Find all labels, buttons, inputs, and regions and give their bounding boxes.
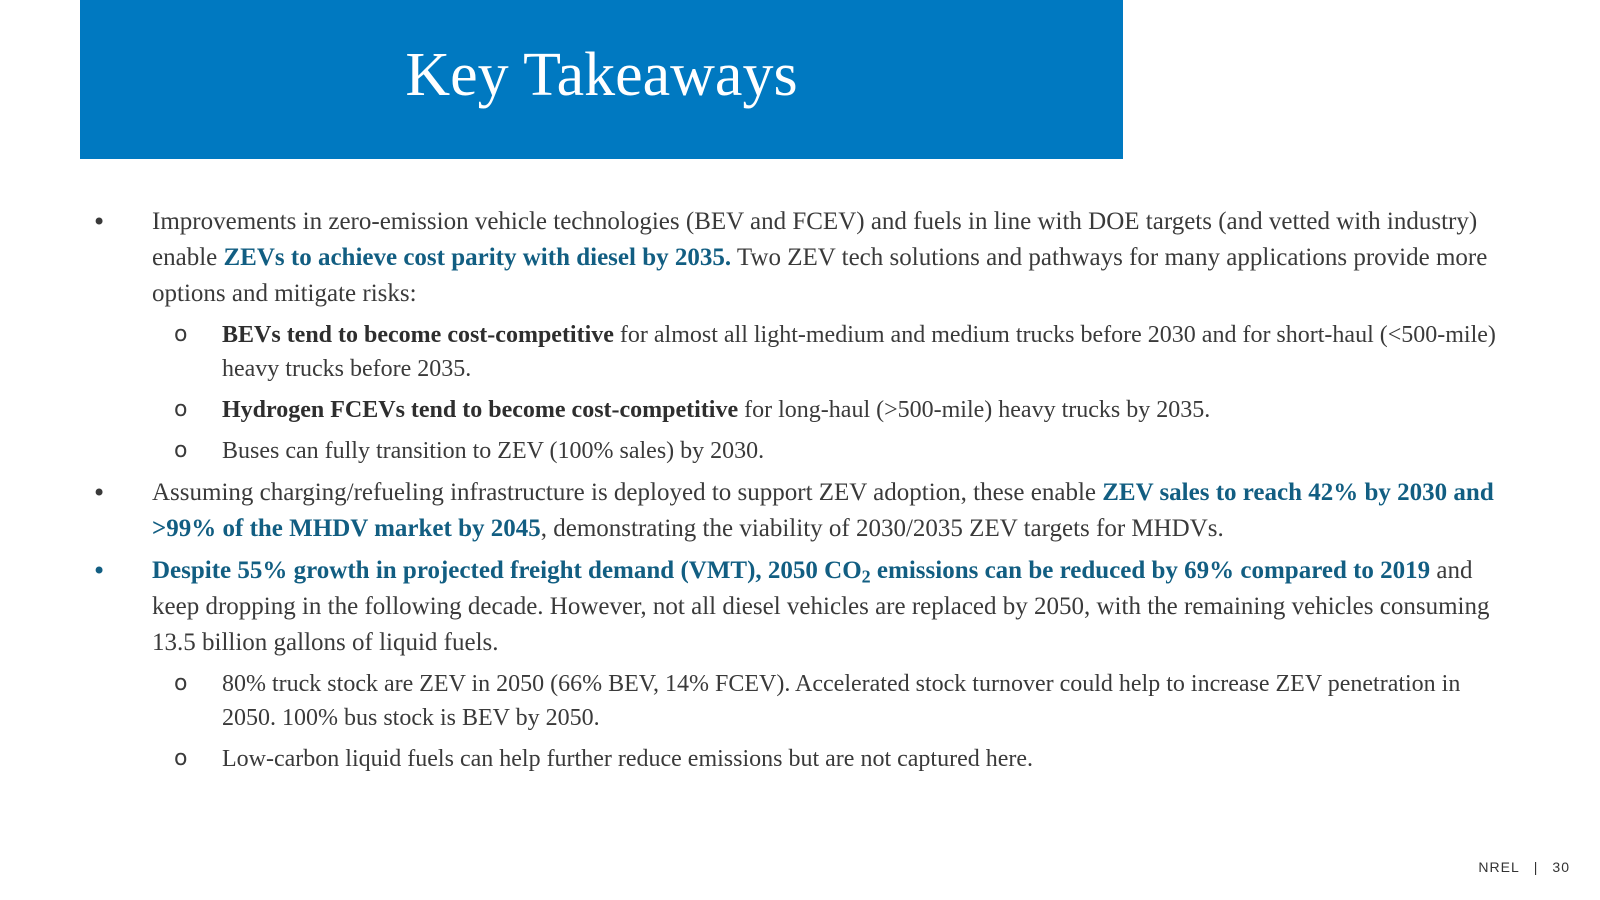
bullet-1-text-a: Improvements in zero-emission vehicle technologies (BEV and FCEV) and fuels in line with DOE targets (and vetted with industry) enable <box>152 208 1478 271</box>
slide-footer <box>1478 859 1570 875</box>
sub-bullet-1-1-bold: BEVs tend to become cost-competitive <box>222 322 614 348</box>
sub-bullet-1-2-bold: Hydrogen FCEVs tend to become cost-competitive <box>222 397 739 423</box>
title-bar <box>80 0 1123 159</box>
bullet-3-highlight-b: emissions can be reduced by 69% compared to 2019 <box>870 557 1431 584</box>
bullet-2-text-a: Assuming charging/refueling infrastructure is deployed to support ZEV adoption, these enable <box>152 479 1103 506</box>
sub-bullet-1-1-text: for almost all light-medium and medium trucks before 2030 and for short-haul (<500-mile) heavy trucks before 2035. <box>222 322 1496 382</box>
bullet-3-highlight-subscript: 2 <box>861 566 871 587</box>
sub-bullet-3-1 <box>84 667 1504 735</box>
slide-title: Key Takeaways <box>405 41 798 109</box>
bullet-2 <box>84 475 1504 547</box>
page-number: 30 <box>1552 859 1570 875</box>
slide-content <box>84 204 1504 783</box>
sub-bullet-3-1-text: 80% truck stock are ZEV in 2050 (66% BEV, 14% FCEV). Accelerated stock turnover could help to increase ZEV penetration in 2050. 100% bus stock is BEV by 2050. <box>222 671 1461 731</box>
sub-bullet-1-2 <box>84 393 1504 427</box>
bullet-1-text-b: Two ZEV tech solutions and pathways for many applications provide more options and mitigate risks: <box>152 244 1488 307</box>
sub-bullet-1-1 <box>84 318 1504 386</box>
bullet-2-highlight: ZEV sales to reach 42% by 2030 and >99% of the MHDV market by 2045 <box>152 479 1494 542</box>
bullet-3 <box>84 553 1504 661</box>
sub-bullet-1-2-text: for long-haul (>500-mile) heavy trucks by 2035. <box>738 397 1211 423</box>
bullet-2-text-b: , demonstrating the viability of 2030/2035 ZEV targets for MHDVs. <box>540 515 1224 542</box>
footer-separator: | <box>1533 859 1539 875</box>
sub-bullet-1-3 <box>84 434 1504 468</box>
footer-org: NREL <box>1478 859 1520 875</box>
sub-bullet-marker: o <box>174 322 188 347</box>
sub-bullet-marker: o <box>174 438 188 463</box>
bullet-3-highlight-a: Despite 55% growth in projected freight demand (VMT), 2050 CO <box>152 557 862 584</box>
sub-bullet-marker: o <box>174 746 188 771</box>
bullet-marker: • <box>92 479 107 507</box>
sub-bullet-3-2 <box>84 742 1504 776</box>
sub-bullet-marker: o <box>174 397 188 422</box>
sub-bullet-marker: o <box>174 671 188 696</box>
bullet-marker: • <box>92 557 107 585</box>
sub-bullet-1-3-text: Buses can fully transition to ZEV (100% sales) by 2030. <box>222 438 765 464</box>
sub-bullet-3-2-text: Low-carbon liquid fuels can help further reduce emissions but are not captured here. <box>222 746 1034 772</box>
bullet-3-text: and keep dropping in the following decade. However, not all diesel vehicles are replaced by 2050, with the remaining vehicles consuming 13.5 billion gallons of liquid fuels. <box>152 557 1490 656</box>
bullet-1-highlight: ZEVs to achieve cost parity with diesel by 2035. <box>223 244 732 271</box>
bullet-marker: • <box>92 208 107 236</box>
bullet-1 <box>84 204 1504 312</box>
